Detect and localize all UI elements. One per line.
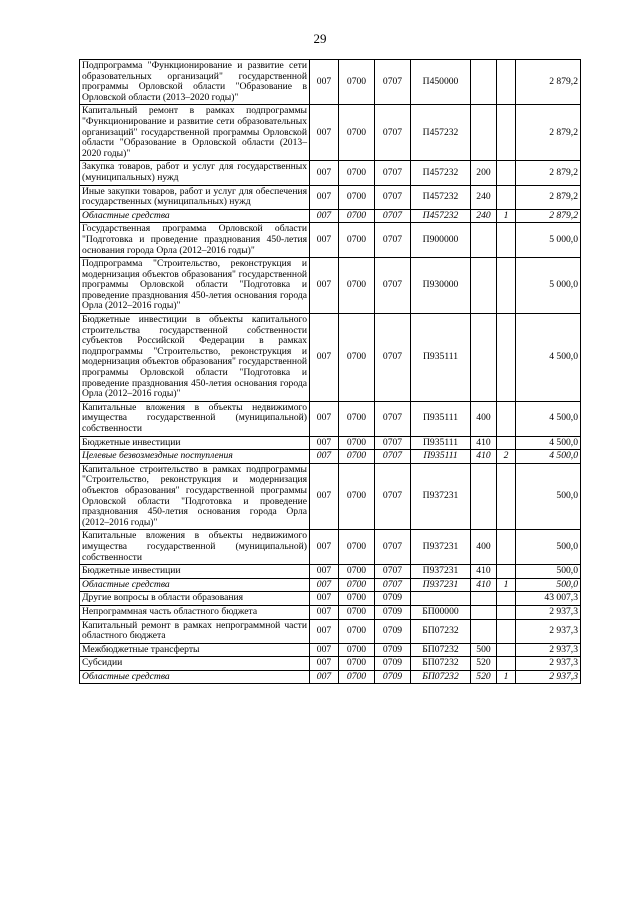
section-code-cell: 0700	[339, 401, 375, 436]
subsection-code-cell: 0707	[375, 105, 411, 161]
table-row	[80, 436, 581, 450]
section-code-cell: 0700	[339, 60, 375, 105]
target-article-code-cell: П937231	[411, 463, 471, 530]
expense-type-code-cell: 410	[471, 578, 497, 592]
expense-type-code-cell	[471, 592, 497, 606]
subsection-code-cell: 0709	[375, 670, 411, 684]
amount-cell: 2 879,2	[516, 105, 581, 161]
subsection-code-cell: 0707	[375, 565, 411, 579]
ministry-code-cell: 007	[310, 530, 339, 565]
target-article-code-cell: П457232	[411, 105, 471, 161]
target-article-code-cell: БП07232	[411, 619, 471, 643]
funding-source-code-cell	[497, 592, 516, 606]
subsection-code-cell: 0707	[375, 450, 411, 464]
funding-source-code-cell	[497, 314, 516, 402]
expense-type-code-cell: 410	[471, 450, 497, 464]
row-name-cell: Капитальные вложения в объекты недвижимого имущества государственной (муниципальной) собственности	[80, 530, 310, 565]
ministry-code-cell: 007	[310, 185, 339, 209]
amount-cell: 2 937,3	[516, 657, 581, 671]
ministry-code-cell: 007	[310, 565, 339, 579]
expense-type-code-cell	[471, 223, 497, 258]
subsection-code-cell: 0709	[375, 643, 411, 657]
table-row	[80, 657, 581, 671]
row-name-cell: Другие вопросы в области образования	[80, 592, 310, 606]
section-code-cell: 0700	[339, 161, 375, 185]
target-article-code-cell: П937231	[411, 530, 471, 565]
section-code-cell: 0700	[339, 657, 375, 671]
funding-source-code-cell	[497, 605, 516, 619]
table-row	[80, 619, 581, 643]
funding-source-code-cell: 1	[497, 578, 516, 592]
target-article-code-cell: П935111	[411, 314, 471, 402]
expense-type-code-cell	[471, 258, 497, 314]
ministry-code-cell: 007	[310, 592, 339, 606]
funding-source-code-cell	[497, 401, 516, 436]
expense-type-code-cell: 410	[471, 565, 497, 579]
section-code-cell: 0700	[339, 209, 375, 223]
funding-source-code-cell	[497, 223, 516, 258]
expense-type-code-cell: 240	[471, 209, 497, 223]
expense-type-code-cell	[471, 605, 497, 619]
funding-source-code-cell	[497, 463, 516, 530]
table-row	[80, 223, 581, 258]
subsection-code-cell: 0707	[375, 401, 411, 436]
target-article-code-cell: БП07232	[411, 670, 471, 684]
subsection-code-cell: 0707	[375, 436, 411, 450]
row-name-cell: Иные закупки товаров, работ и услуг для обеспечения государственных (муниципальных) нужд	[80, 185, 310, 209]
funding-source-code-cell	[497, 565, 516, 579]
amount-cell: 2 937,3	[516, 605, 581, 619]
row-name-cell: Капитальное строительство в рамках подпрограммы "Строительство, реконструкция и модернизация объектов образования" государственной программы Орловской области "Подготовка и проведение празднования 450-летия основания города Орла (2012–2016 годы)"	[80, 463, 310, 530]
expense-type-code-cell	[471, 314, 497, 402]
ministry-code-cell: 007	[310, 314, 339, 402]
target-article-code-cell: БП07232	[411, 643, 471, 657]
section-code-cell: 0700	[339, 314, 375, 402]
expense-type-code-cell	[471, 60, 497, 105]
target-article-code-cell: П457232	[411, 161, 471, 185]
amount-cell: 43 007,3	[516, 592, 581, 606]
target-article-code-cell: БП00000	[411, 605, 471, 619]
target-article-code-cell: П457232	[411, 185, 471, 209]
funding-source-code-cell	[497, 161, 516, 185]
section-code-cell: 0700	[339, 258, 375, 314]
subsection-code-cell: 0707	[375, 223, 411, 258]
subsection-code-cell: 0707	[375, 185, 411, 209]
section-code-cell: 0700	[339, 605, 375, 619]
funding-source-code-cell: 1	[497, 670, 516, 684]
subsection-code-cell: 0707	[375, 463, 411, 530]
expense-type-code-cell: 200	[471, 161, 497, 185]
subsection-code-cell: 0709	[375, 592, 411, 606]
table-row	[80, 565, 581, 579]
amount-cell: 500,0	[516, 530, 581, 565]
section-code-cell: 0700	[339, 450, 375, 464]
budget-table	[79, 59, 581, 684]
section-code-cell: 0700	[339, 223, 375, 258]
section-code-cell: 0700	[339, 463, 375, 530]
expense-type-code-cell	[471, 463, 497, 530]
amount-cell: 5 000,0	[516, 258, 581, 314]
target-article-code-cell: П450000	[411, 60, 471, 105]
row-name-cell: Бюджетные инвестиции	[80, 436, 310, 450]
section-code-cell: 0700	[339, 592, 375, 606]
subsection-code-cell: 0709	[375, 619, 411, 643]
subsection-code-cell: 0709	[375, 657, 411, 671]
funding-source-code-cell	[497, 185, 516, 209]
ministry-code-cell: 007	[310, 450, 339, 464]
ministry-code-cell: 007	[310, 258, 339, 314]
row-name-cell: Подпрограмма "Строительство, реконструкция и модернизация объектов образования" государственной программы Орловской области "Подготовка и проведение празднования 450-летия основания города Орла (2012–2016 годы)"	[80, 258, 310, 314]
target-article-code-cell: П457232	[411, 209, 471, 223]
row-name-cell: Капитальные вложения в объекты недвижимого имущества государственной (муниципальной) собственности	[80, 401, 310, 436]
row-name-cell: Межбюджетные трансферты	[80, 643, 310, 657]
target-article-code-cell: П937231	[411, 565, 471, 579]
funding-source-code-cell	[497, 657, 516, 671]
row-name-cell: Бюджетные инвестиции в объекты капитального строительства государственной собственности субъектов Российской Федерации в рамках подпрограммы "Строительство, реконструкция и модернизация объектов образования" государственной программы Орловской области "Подготовка и проведение празднования 450-летия основания города Орла (2012–2016 годы)"	[80, 314, 310, 402]
section-code-cell: 0700	[339, 670, 375, 684]
section-code-cell: 0700	[339, 643, 375, 657]
target-article-code-cell: П937231	[411, 578, 471, 592]
expense-type-code-cell	[471, 105, 497, 161]
ministry-code-cell: 007	[310, 605, 339, 619]
subsection-code-cell: 0707	[375, 209, 411, 223]
expense-type-code-cell: 520	[471, 657, 497, 671]
subsection-code-cell: 0707	[375, 60, 411, 105]
row-name-cell: Государственная программа Орловской области "Подготовка и проведение празднования 450-летия основания города Орла (2012–2016 годы)"	[80, 223, 310, 258]
section-code-cell: 0700	[339, 530, 375, 565]
ministry-code-cell: 007	[310, 619, 339, 643]
ministry-code-cell: 007	[310, 657, 339, 671]
amount-cell: 500,0	[516, 565, 581, 579]
ministry-code-cell: 007	[310, 161, 339, 185]
target-article-code-cell: П935111	[411, 401, 471, 436]
funding-source-code-cell	[497, 60, 516, 105]
funding-source-code-cell	[497, 436, 516, 450]
table-row	[80, 643, 581, 657]
funding-source-code-cell: 1	[497, 209, 516, 223]
table-row	[80, 578, 581, 592]
ministry-code-cell: 007	[310, 578, 339, 592]
amount-cell: 2 937,3	[516, 670, 581, 684]
target-article-code-cell	[411, 592, 471, 606]
section-code-cell: 0700	[339, 185, 375, 209]
ministry-code-cell: 007	[310, 463, 339, 530]
subsection-code-cell: 0707	[375, 258, 411, 314]
expense-type-code-cell: 500	[471, 643, 497, 657]
subsection-code-cell: 0709	[375, 605, 411, 619]
expense-type-code-cell: 400	[471, 401, 497, 436]
table-row	[80, 401, 581, 436]
ministry-code-cell: 007	[310, 401, 339, 436]
ministry-code-cell: 007	[310, 60, 339, 105]
table-row	[80, 60, 581, 105]
table-row	[80, 161, 581, 185]
table-row	[80, 592, 581, 606]
target-article-code-cell: П935111	[411, 450, 471, 464]
section-code-cell: 0700	[339, 619, 375, 643]
amount-cell: 5 000,0	[516, 223, 581, 258]
amount-cell: 500,0	[516, 578, 581, 592]
table-row	[80, 605, 581, 619]
amount-cell: 2 879,2	[516, 209, 581, 223]
table-row	[80, 105, 581, 161]
subsection-code-cell: 0707	[375, 530, 411, 565]
section-code-cell: 0700	[339, 578, 375, 592]
ministry-code-cell: 007	[310, 223, 339, 258]
row-name-cell: Областные средства	[80, 209, 310, 223]
subsection-code-cell: 0707	[375, 161, 411, 185]
funding-source-code-cell: 2	[497, 450, 516, 464]
subsection-code-cell: 0707	[375, 314, 411, 402]
table-row	[80, 258, 581, 314]
table-row	[80, 209, 581, 223]
expense-type-code-cell: 400	[471, 530, 497, 565]
amount-cell: 2 879,2	[516, 161, 581, 185]
subsection-code-cell: 0707	[375, 578, 411, 592]
row-name-cell: Бюджетные инвестиции	[80, 565, 310, 579]
ministry-code-cell: 007	[310, 436, 339, 450]
section-code-cell: 0700	[339, 436, 375, 450]
ministry-code-cell: 007	[310, 209, 339, 223]
row-name-cell: Субсидии	[80, 657, 310, 671]
funding-source-code-cell	[497, 105, 516, 161]
expense-type-code-cell: 240	[471, 185, 497, 209]
table-row	[80, 463, 581, 530]
table-row	[80, 530, 581, 565]
row-name-cell: Закупка товаров, работ и услуг для государственных (муниципальных) нужд	[80, 161, 310, 185]
section-code-cell: 0700	[339, 105, 375, 161]
target-article-code-cell: П900000	[411, 223, 471, 258]
amount-cell: 2 879,2	[516, 60, 581, 105]
table-row	[80, 670, 581, 684]
expense-type-code-cell	[471, 619, 497, 643]
funding-source-code-cell	[497, 643, 516, 657]
amount-cell: 2 937,3	[516, 619, 581, 643]
row-name-cell: Областные средства	[80, 670, 310, 684]
ministry-code-cell: 007	[310, 670, 339, 684]
ministry-code-cell: 007	[310, 643, 339, 657]
funding-source-code-cell	[497, 530, 516, 565]
amount-cell: 4 500,0	[516, 450, 581, 464]
row-name-cell: Областные средства	[80, 578, 310, 592]
expense-type-code-cell: 520	[471, 670, 497, 684]
target-article-code-cell: П930000	[411, 258, 471, 314]
amount-cell: 4 500,0	[516, 436, 581, 450]
section-code-cell: 0700	[339, 565, 375, 579]
target-article-code-cell: БП07232	[411, 657, 471, 671]
target-article-code-cell: П935111	[411, 436, 471, 450]
expense-type-code-cell: 410	[471, 436, 497, 450]
row-name-cell: Подпрограмма "Функционирование и развитие сети образовательных организаций" государственной программы Орловской области "Образование в Орловской области (2013–2020 годы)"	[80, 60, 310, 105]
row-name-cell: Целевые безвозмездные поступления	[80, 450, 310, 464]
amount-cell: 500,0	[516, 463, 581, 530]
table-row	[80, 450, 581, 464]
amount-cell: 2 879,2	[516, 185, 581, 209]
amount-cell: 4 500,0	[516, 314, 581, 402]
funding-source-code-cell	[497, 619, 516, 643]
amount-cell: 2 937,3	[516, 643, 581, 657]
row-name-cell: Капитальный ремонт в рамках непрограммной части областного бюджета	[80, 619, 310, 643]
funding-source-code-cell	[497, 258, 516, 314]
amount-cell: 4 500,0	[516, 401, 581, 436]
ministry-code-cell: 007	[310, 105, 339, 161]
page-number: 29	[313, 31, 327, 46]
row-name-cell: Непрограммная часть областного бюджета	[80, 605, 310, 619]
table-row	[80, 314, 581, 402]
row-name-cell: Капитальный ремонт в рамках подпрограммы "Функционирование и развитие сети образовательных организаций" государственной программы Орловской области "Образование в Орловской области (2013–2020 годы)"	[80, 105, 310, 161]
table-row	[80, 185, 581, 209]
